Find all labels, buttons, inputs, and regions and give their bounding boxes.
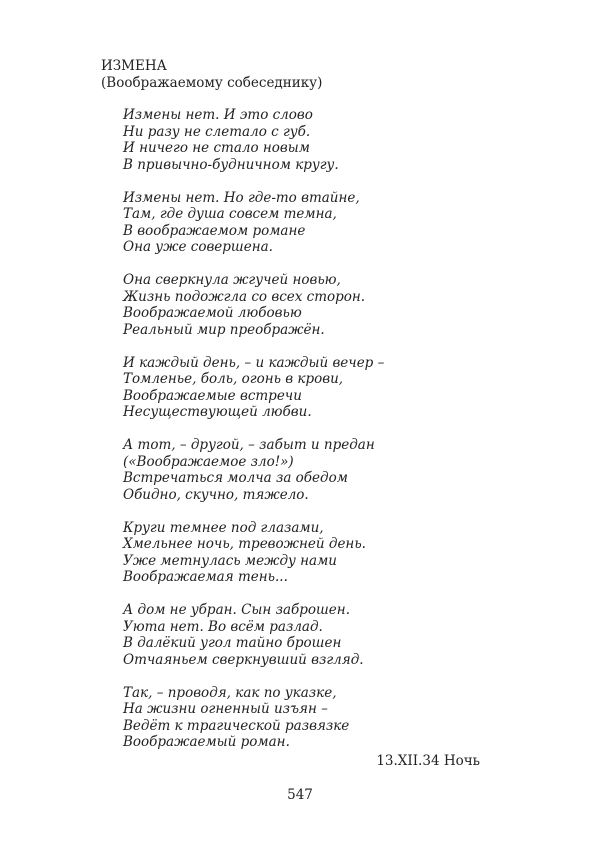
stanza bbox=[123, 107, 384, 173]
poem-line: Там, где душа совсем темна, bbox=[123, 206, 337, 222]
poem-heading bbox=[101, 58, 322, 92]
poem-line: В воображаемом романе bbox=[123, 222, 306, 239]
poem-line: Круги темнее под глазами, bbox=[123, 519, 324, 536]
poem-line: Томленье, боль, огонь в крови, bbox=[123, 371, 344, 387]
poem-line: Воображаемый роман. bbox=[123, 734, 290, 750]
poem-line: Хмельнее ночь, тревожней день. bbox=[123, 536, 366, 552]
stanza bbox=[123, 520, 384, 586]
poem-line: Уюта нет. Во всём разлад. bbox=[123, 618, 323, 635]
poem-line: В привычно-будничном кругу. bbox=[123, 156, 339, 173]
poem-line: Встречаться молча за обедом bbox=[123, 470, 348, 486]
poem-title: ИЗМЕНА bbox=[101, 58, 167, 74]
poem-line: В далёкий угол тайно брошен bbox=[123, 635, 342, 651]
stanza bbox=[123, 602, 384, 668]
poem-line: Ни разу не слетало с губ. bbox=[123, 123, 311, 140]
poem-line: Воображаемая тень... bbox=[123, 569, 288, 585]
poem-line: Она уже совершена. bbox=[123, 239, 273, 255]
poem-body bbox=[123, 107, 384, 751]
page-number: 547 bbox=[287, 787, 313, 803]
poem-date: 13.XII.34 Ночь bbox=[376, 753, 480, 769]
poem-line: И каждый день, – и каждый вечер – bbox=[123, 354, 385, 371]
poem-line: Ведёт к трагической развязке bbox=[123, 717, 350, 734]
stanza bbox=[123, 355, 384, 421]
poem-line: Воображаемой любовью bbox=[123, 305, 302, 321]
poem-subtitle: (Воображаемому собеседнику) bbox=[101, 75, 323, 91]
stanza bbox=[123, 190, 384, 256]
poem-line: Несуществующей любви. bbox=[123, 404, 312, 420]
poem-line: Воображаемые встречи bbox=[123, 387, 302, 404]
poem-line: («Воображаемое зло!») bbox=[123, 453, 294, 470]
poem-line: И ничего не стало новым bbox=[123, 140, 310, 156]
stanza bbox=[123, 685, 384, 751]
poem-line: Обидно, скучно, тяжело. bbox=[123, 486, 309, 503]
stanza bbox=[123, 272, 384, 338]
poem-line: Отчаяньем сверкнувший взгляд. bbox=[123, 651, 364, 668]
poem-line: Так, – проводя, как по указке, bbox=[123, 684, 337, 701]
poem-line: На жизни огненный изъян – bbox=[123, 701, 328, 717]
stanza bbox=[123, 437, 384, 503]
poem-line: Уже метнулась между нами bbox=[123, 552, 337, 569]
poem-line: Жизнь подожгла со всех сторон. bbox=[123, 288, 366, 305]
poem-line: Она сверкнула жгучей новью, bbox=[123, 272, 341, 288]
poem-line: Измены нет. Но где-то втайне, bbox=[123, 189, 360, 206]
poem-line: Измены нет. И это слово bbox=[123, 107, 313, 123]
poem-line: А тот, – другой, – забыт и предан bbox=[123, 437, 375, 453]
poem-line: Реальный мир преображён. bbox=[123, 321, 325, 338]
poem-line: А дом не убран. Сын заброшен. bbox=[123, 602, 350, 618]
